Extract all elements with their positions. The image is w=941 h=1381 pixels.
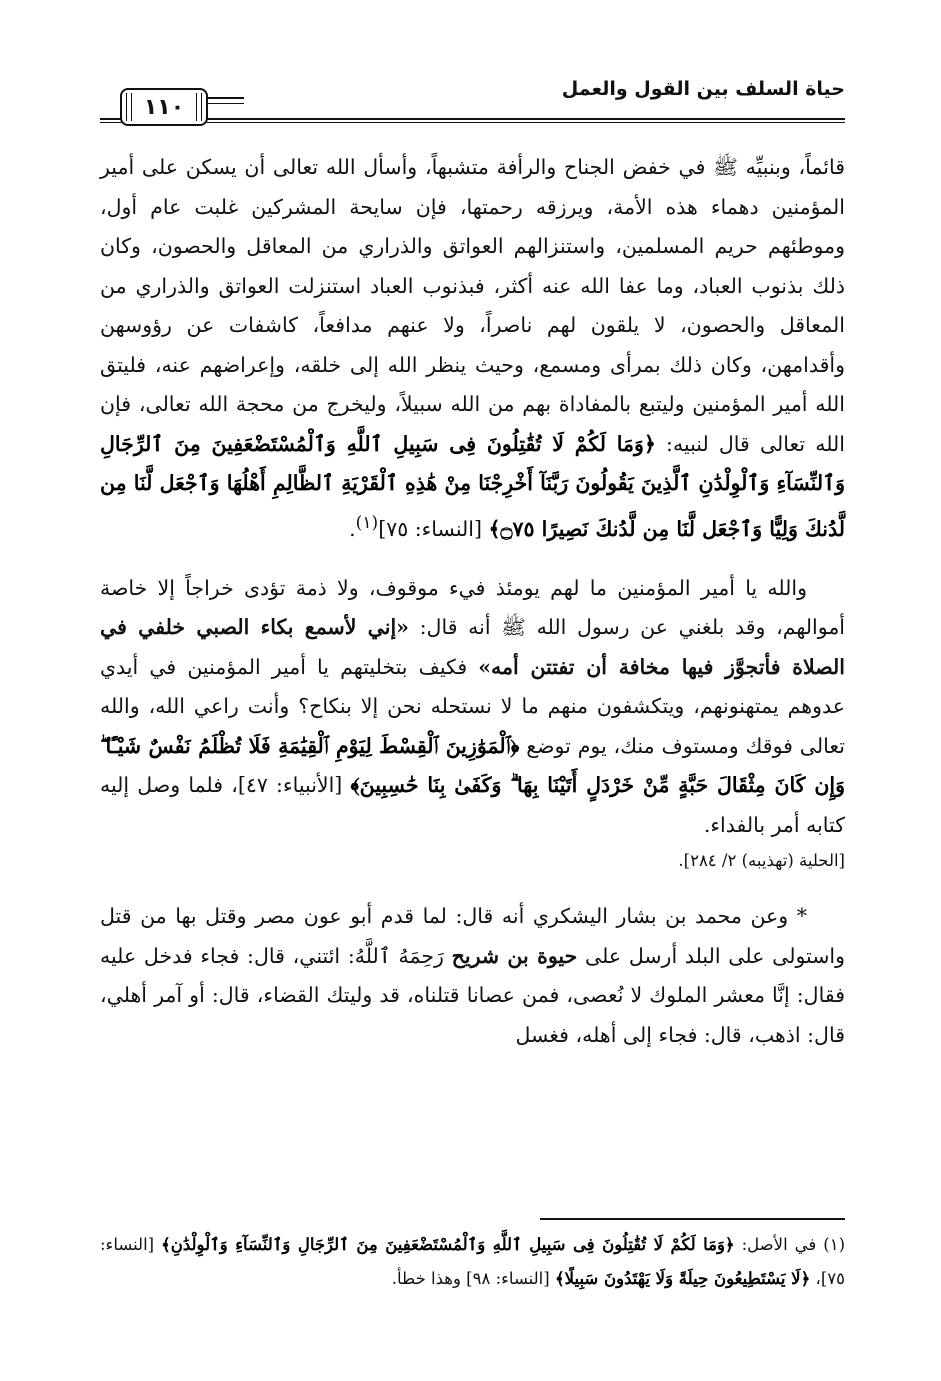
header-rule-thin (100, 122, 845, 123)
verse-reference: [النساء: ٧٥] (378, 516, 489, 541)
footnote-marker[interactable]: (١) (355, 512, 379, 533)
hadith-quote: «إني لأسمع بكاء الصبي خلفي في الصلاة فأتجوَّز فيها مخافة أن تفتتن أمه» (100, 615, 845, 679)
page-header (100, 78, 845, 126)
header-rule (100, 118, 845, 120)
paragraph-2-ending: [الأنبياء: ٤٧]، فلما وصل إليه كتابه أمر بالفداء. (100, 773, 845, 837)
paragraph-1-text: قائماً، وبنبيِّه ﷺ في خفض الجناح والرأفة متشبهاً، وأسأل الله تعالى أن يسكن على أمير المؤمنين دهماء هذه الأمة، ويرزقه رحمتها، فإن سايحة المشركين غلبت عام أول، وموطئهم حريم المسلمين، واستنزالهم العواتق والذراري من المعاقل والحصون، وكان ذلك بذنوب العباد، وما عفا الله عنه أكثر، فبذنوب العباد استنزلت العواتق والذراري من المعاقل والحصون، لا يلقون لهم ناصراً، ولا عنهم مدافعاً، كاشفات عن رؤوسهن وأقدامهن، وكان ذلك بمرأى ومسمع، وحيث ينظر الله إلى خلقه، وإعراضهم عنه، فليتق الله أمير المؤمنين وليتبع بالمفاداة بهم من الله سبيلاً، وليخرج من محجة الله تعالى، فإن الله تعالى قال لنبيه: (100, 155, 845, 456)
footnote-quran-1: ﴿وَمَا لَكُمْ لَا تُقَٰتِلُونَ فِى سَبِيلِ ٱللَّهِ وَٱلْمُسْتَضْعَفِينَ مِنَ ٱلرِّجَالِ وَٱلنِّسَآءِ وَٱلْوِلْدَٰنِ﴾ (161, 1235, 735, 1254)
footnote-1-text: (١) في الأصل: (734, 1235, 845, 1254)
header-ornament (208, 97, 244, 99)
footnote-1 (100, 1228, 845, 1296)
paragraph-3-text-continued: رَحِمَهُ ٱللَّهُ: ائتني، قال: فجاء فدخل عليه فقال: إنَّا معشر الملوك لا نُعصى، فمن عصانا قتلناه، قد وليتك القضاء، قال: أو آمر أهلي، قال: اذهب، قال: فجاء إلى أهله، فغسل (100, 943, 845, 1047)
footnote-separator (540, 1218, 845, 1220)
main-text (100, 148, 845, 1055)
paragraph-3 (100, 897, 845, 1055)
running-title: حياة السلف بين القول والعمل (561, 78, 845, 100)
paragraph-3-text: * وعن محمد بن بشار اليشكري أنه قال: لما قدم أبو عون مصر وقتل بها من قتل واستولى على البلد أرسل على (100, 904, 845, 968)
footnote-1-ending: [النساء: ٩٨] وهذا خطأ. (391, 1269, 555, 1288)
narrator-name: حيوة بن شريح (451, 943, 578, 968)
page-number-frame (120, 88, 208, 126)
quran-verse-nisa-75: ﴿وَمَا لَكُمْ لَا تُقَٰتِلُونَ فِى سَبِيلِ ٱللَّهِ وَٱلْمُسْتَضْعَفِينَ مِنَ ٱلرِّجَالِ وَٱلنِّسَآءِ وَٱلْوِلْدَٰنِ ٱلَّذِينَ يَقُولُونَ رَبَّنَآ أَخْرِجْنَا مِنْ هَٰذِهِ ٱلْقَرْيَةِ ٱلظَّالِمِ أَهْلُهَا وَٱجْعَل لَّنَا مِن لَّدُنكَ وَلِيًّا وَٱجْعَل لَّنَا مِن لَّدُنكَ نَصِيرًا ۝٧٥﴾ (100, 431, 845, 541)
paragraph-2-text-continued: فكيف بتخليتهم يا أمير المؤمنين في أيدي عدوهم يمتهنونهم، ويتكشفون منهم ما لا نستحله نحن إلا بنكاح؟ وأنت راعي الله، والله تعالى فوقك ومستوف منك، يوم توضع (100, 654, 845, 758)
paragraph-2-text: والله يا أمير المؤمنين ما لهم يومئذ فيء موقوف، ولا ذمة تؤدى خراجاً إلا خاصة أموالهم، وقد بلغني عن رسول الله ﷺ أنه قال: (100, 575, 845, 640)
footnote-1-ref: [النساء: ٧٥]، (100, 1235, 845, 1288)
page-number: ١١٠ (143, 94, 185, 120)
quran-verse-anbiya-47: ﴿ٱلْمَوَٰزِينَ ٱلْقِسْطَ لِيَوْمِ ٱلْقِيَٰمَةِ فَلَا تُظْلَمُ نَفْسٌ شَيْـًٔا ۖ وَإِن كَانَ مِثْقَالَ حَبَّةٍ مِّنْ خَرْدَلٍ أَتَيْنَا بِهَا ۗ وَكَفَىٰ بِنَا حَٰسِبِينَ﴾ (100, 733, 845, 798)
paragraph-1 (100, 148, 845, 549)
sentence-end: . (349, 516, 356, 541)
header-ornament-thin (208, 103, 244, 104)
footnote-quran-2: ﴿لَا يَسْتَطِيعُونَ حِيلَةً وَلَا يَهْتَدُونَ سَبِيلًا﴾ (554, 1269, 811, 1288)
footnotes (100, 1228, 845, 1296)
source-citation: [الحلية (تهذيبه) ٢/ ٢٨٤]. (678, 851, 845, 871)
paragraph-2 (100, 569, 845, 846)
